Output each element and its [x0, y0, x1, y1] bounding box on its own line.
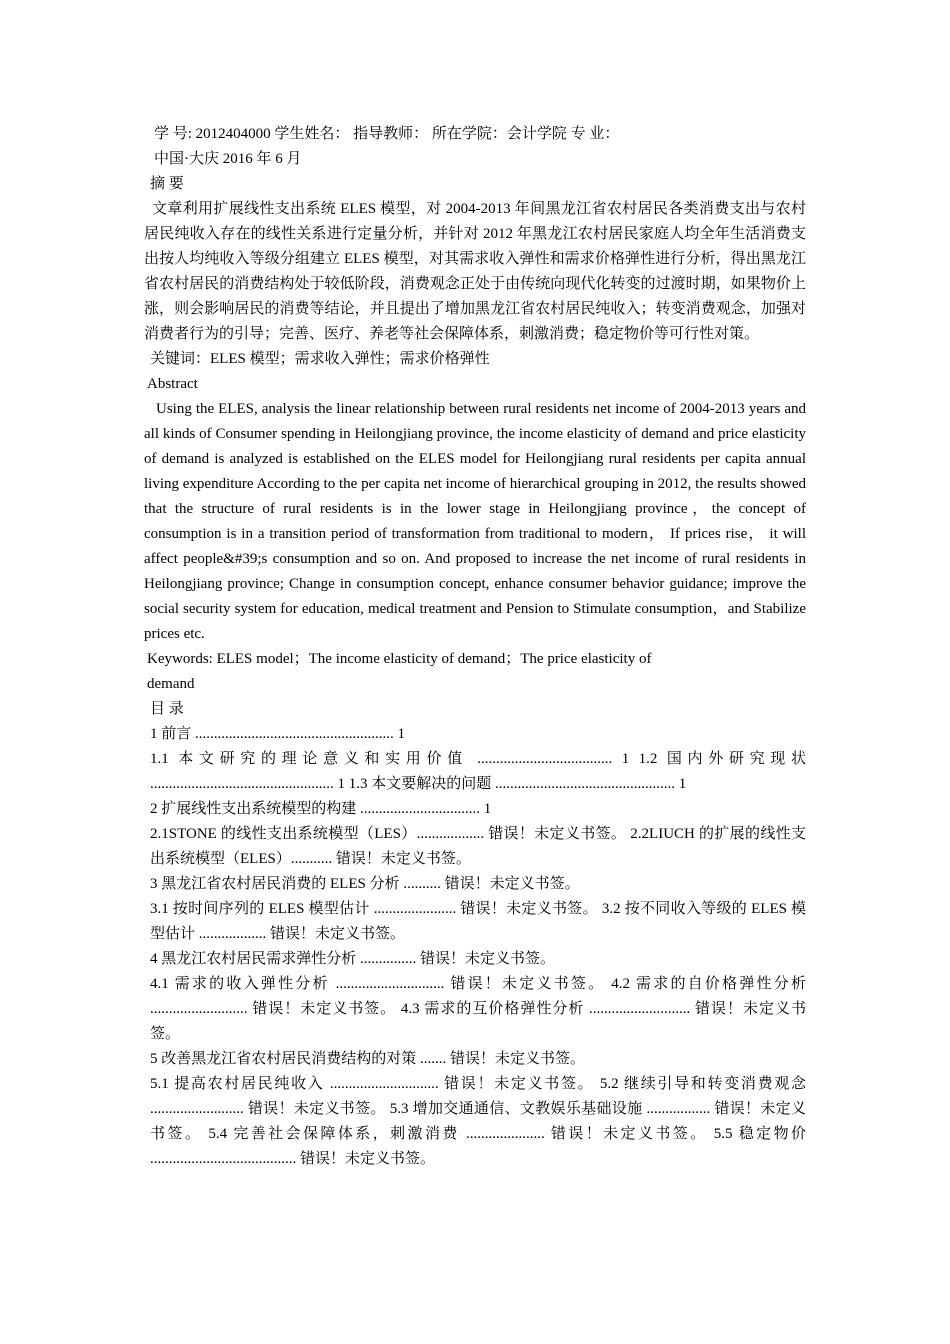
place-date-line: 中国·大庆 2016 年 6 月 [154, 151, 302, 167]
document-page [144, 122, 806, 1172]
toc-item[interactable]: 3.1 按时间序列的 ELES 模型估计 ...................... 错误！未定义书签。 3.2 按不同收入等级的 ELES 模型估计 .................. 错误！未定义书签。 [150, 901, 806, 942]
toc-item[interactable]: 2 扩展线性支出系统模型的构建 ................................ 1 [150, 801, 492, 817]
toc-item[interactable]: 5 改善黑龙江省农村居民消费结构的对策 ....... 错误！未定义书签。 [150, 1051, 586, 1067]
abstract-cn-keywords: 关键词：ELES 模型；需求收入弹性；需求价格弹性 [150, 351, 490, 367]
toc-item[interactable]: 3 黑龙江省农村居民消费的 ELES 分析 .......... 错误！未定义书签。 [150, 876, 580, 892]
abstract-cn-heading: 摘 要 [150, 176, 184, 192]
abstract-cn-body: 文章利用扩展线性支出系统 ELES 模型，对 2004-2013 年间黑龙江省农村居民各类消费支出与农村居民纯收入存在的线性关系进行定量分析，并针对 2012 年黑龙江农村居民家庭人均全年生活消费支出按人均纯收入等级分组建立 ELES 模型，对其需求收入弹性和需求价格弹性进行分析，得出黑龙江省农村居民的消费结构处于较低阶段，消费观念正处于由传统向现代化转变的过渡时期，如果物价上涨，则会影响居民的消费等结论，并且提出了增加黑龙江省农村居民纯收入；转变消费观念，加强对消费者行为的引导；完善、医疗、养老等社会保障体系，刺激消费；稳定物价等可行性对策。 [144, 201, 806, 342]
toc-item[interactable]: 1 前言 ..................................................... 1 [150, 726, 406, 742]
toc-heading: 目 录 [150, 701, 184, 717]
student-info-line: 学 号: 2012404000 学生姓名： 指导教师： 所在学院：会计学院 专 业： [154, 126, 620, 142]
table-of-contents [144, 722, 806, 1172]
toc-item[interactable]: 1.1 本文研究的理论意义和实用价值 .................................... 1 1.2 国内外研究现状 ................................................. 1 1.3 本文要解决的问题 ................................................ 1 [150, 751, 806, 792]
abstract-en-keywords-line2: demand [147, 676, 195, 692]
toc-item[interactable]: 5.1 提高农村居民纯收入 ............................. 错误！未定义书签。 5.2 继续引导和转变消费观念 ......................... 错误！未定义书签。 5.3 增加交通通信、文教娱乐基础设施 ................. 错误！未定义书签。 5.4 完善社会保障体系，刺激消费 ..................... 错误！未定义书签。 5.5 稳定物价 ....................................... 错误！未定义书签。 [150, 1076, 806, 1167]
toc-item[interactable]: 4 黑龙江农村居民需求弹性分析 ............... 错误！未定义书签。 [150, 951, 556, 967]
abstract-en-keywords-line1: Keywords: ELES model；The income elasticity of demand；The price elasticity of [147, 651, 652, 667]
toc-item[interactable]: 4.1 需求的收入弹性分析 ............................. 错误！未定义书签。 4.2 需求的自价格弹性分析 .......................... 错误！未定义书签。 4.3 需求的互价格弹性分析 ........................... 错误！未定义书签。 [150, 976, 806, 1042]
abstract-en-heading: Abstract [147, 376, 198, 392]
abstract-en-body: Using the ELES, analysis the linear relationship between rural residents net income of 2004-2013 years and all kinds of Consumer spending in Heilongjiang province, the income elasticity of demand and price elasticity of demand is analyzed is established on the ELES model for Heilongjiang rural residents per capita annual living expenditure According to the per capita net income of hierarchical grouping in 2012, the results showed that the structure of rural residents is in the lower stage in Heilongjiang province，the concept of consumption is in a transition period of transformation from traditional to modern， If prices rise， it will affect people&#39;s consumption and so on. And proposed to increase the net income of rural residents in Heilongjiang province; Change in consumption concept, enhance consumer behavior guidance; improve the social security system for education, medical treatment and Pension to Stimulate consumption，and Stabilize prices etc. [144, 401, 806, 642]
toc-item[interactable]: 2.1STONE 的线性支出系统模型（LES）.................. 错误！未定义书签。 2.2LIUCH 的扩展的线性支出系统模型（ELES）........... 错误！未定义书签。 [150, 826, 806, 867]
